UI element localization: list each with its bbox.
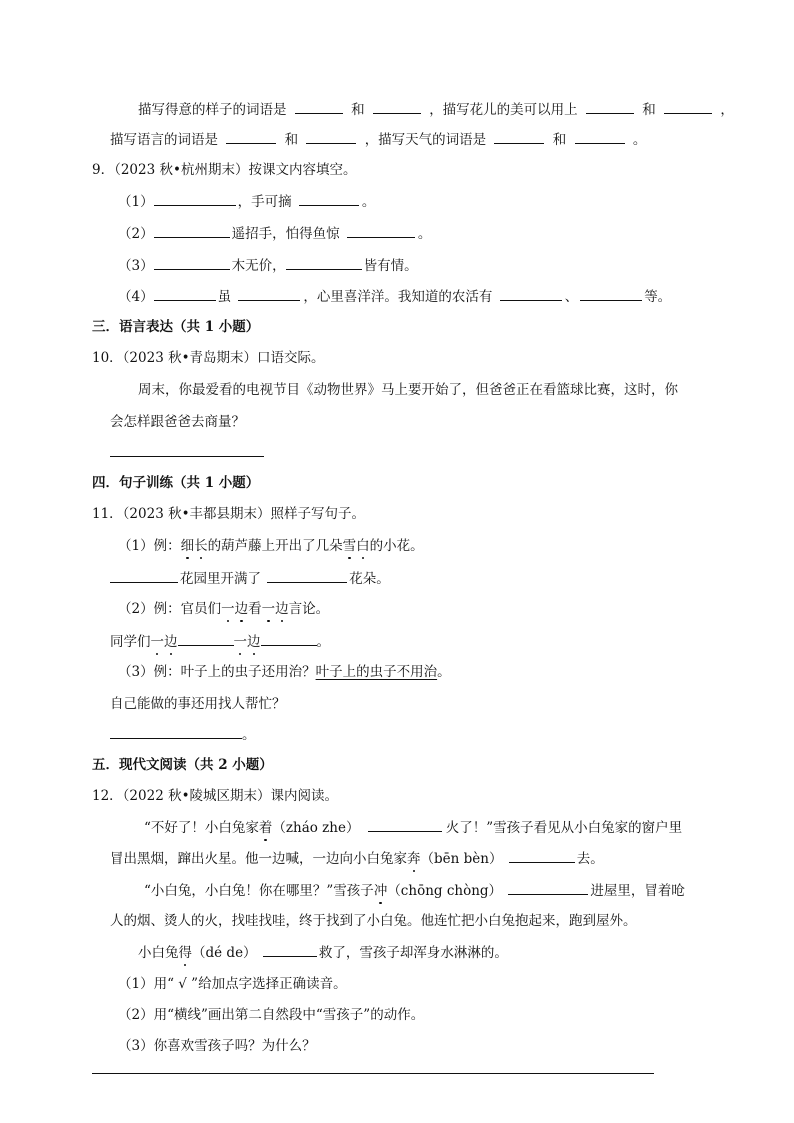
- answer-blank[interactable]: [238, 287, 300, 301]
- q11-example-1: （1）例：细长的葫芦藤上开出了几朵雪白的小花。: [118, 538, 424, 554]
- q11-question-3: 自己能做的事还用找人帮忙？: [110, 696, 286, 712]
- answer-blank[interactable]: [586, 100, 634, 114]
- answer-blank[interactable]: [664, 100, 712, 114]
- answer-blank[interactable]: [368, 818, 442, 832]
- answer-blank[interactable]: [373, 100, 421, 114]
- q10-body-2: 会怎样跟爸爸去商量？: [110, 414, 245, 430]
- answer-blank[interactable]: [494, 130, 544, 144]
- q9-part-4: （4） 虽 ，心里喜洋洋。我知道的农活有 、 等。: [118, 289, 672, 305]
- answer-blank[interactable]: [580, 287, 642, 301]
- answer-blank[interactable]: [154, 192, 236, 206]
- q11-example-3: （3）例：叶子上的虫子还用治？叶子上的虫子不用治。: [118, 664, 451, 680]
- section-4-heading: 四．句子训练（共 1 小题）: [92, 475, 260, 491]
- q9-part-2: （2） 遥招手，怕得鱼惊 。: [118, 226, 432, 242]
- answer-blank[interactable]: [178, 632, 234, 646]
- q8-line-1: 描写得意的样子的词语是 和 ，描写花儿的美可以用上 和 ，: [138, 102, 734, 118]
- passage-para-2-line-2: 人的烟、烫人的火，找哇找哇，终于找到了小白兔。他连忙把小白兔抱起来，跑到屋外。: [110, 913, 637, 929]
- answer-blank[interactable]: [509, 849, 575, 863]
- answer-blank[interactable]: [347, 224, 415, 238]
- q12-answer-line[interactable]: [92, 1073, 654, 1074]
- q10-body-1: 周末，你最爱看的电视节目《动物世界》马上要开始了，但爸爸正在看篮球比赛，这时，你: [138, 382, 678, 398]
- answer-blank[interactable]: [267, 569, 347, 583]
- answer-blank[interactable]: [295, 100, 343, 114]
- answer-blank[interactable]: [226, 130, 276, 144]
- q11-example-2: （2）例：官员们一边看一边言论。: [118, 601, 330, 617]
- section-5-heading: 五．现代文阅读（共 2 小题）: [92, 757, 273, 773]
- q9-part-3: （3） 木无价， 皆有情。: [118, 258, 418, 274]
- passage-para-1-line-2: 冒出黑烟，蹿出火星。他一边喊，一边向小白兔家奔（bēn bèn） 去。: [110, 851, 604, 867]
- q11-fill-2: 同学们一边 一边 。: [110, 634, 330, 650]
- q12-sub-3: （3）你喜欢雪孩子吗？为什么？: [118, 1038, 316, 1054]
- question-12-heading: 12．（2022 秋•陵城区期末）课内阅读。: [92, 788, 339, 804]
- answer-blank[interactable]: [154, 287, 216, 301]
- q9-part-1: （1） ，手可摘 。: [118, 194, 376, 210]
- passage-para-1-line-1: “不好了！小白兔家着（zháo zhe） 火了！”雪孩子看见从小白兔家的窗户里: [144, 820, 683, 836]
- passage-para-3: 小白兔得（dé de） 救了，雪孩子却浑身水淋淋的。: [138, 945, 508, 961]
- q12-sub-2: （2）用“横线”画出第二自然段中“雪孩子”的动作。: [118, 1007, 425, 1023]
- q11-fill-3: 。: [110, 725, 256, 744]
- answer-blank[interactable]: [261, 632, 317, 646]
- answer-blank[interactable]: [500, 287, 562, 301]
- answer-blank[interactable]: [306, 130, 356, 144]
- answer-blank[interactable]: [263, 943, 317, 957]
- section-3-heading: 三．语言表达（共 1 小题）: [92, 319, 260, 335]
- q10-answer-line[interactable]: [110, 456, 264, 457]
- answer-blank[interactable]: [154, 224, 230, 238]
- question-9-heading: 9．（2023 秋•杭州期末）按课文内容填空。: [92, 162, 357, 178]
- answer-blank[interactable]: [154, 256, 230, 270]
- q8-line-2: 描写语言的词语是 和 ，描写天气的词语是 和 。: [110, 132, 647, 148]
- passage-para-2-line-1: “小白兔，小白兔！你在哪里？”雪孩子冲（chōng chòng） 进屋里，冒着呛: [144, 883, 685, 899]
- q11-fill-1: 花园里开满了 花朵。: [110, 569, 390, 588]
- answer-blank[interactable]: [575, 130, 625, 144]
- question-11-heading: 11．（2023 秋•丰都县期末）照样子写句子。: [92, 506, 366, 522]
- answer-blank[interactable]: [110, 569, 178, 583]
- answer-blank[interactable]: [508, 881, 588, 895]
- answer-blank[interactable]: [299, 192, 359, 206]
- answer-blank[interactable]: [110, 725, 242, 739]
- answer-blank[interactable]: [286, 256, 362, 270]
- question-10-heading: 10．（2023 秋•青岛期末）口语交际。: [92, 350, 325, 366]
- q12-sub-1: （1）用“ √ ”给加点字选择正确读音。: [118, 976, 347, 992]
